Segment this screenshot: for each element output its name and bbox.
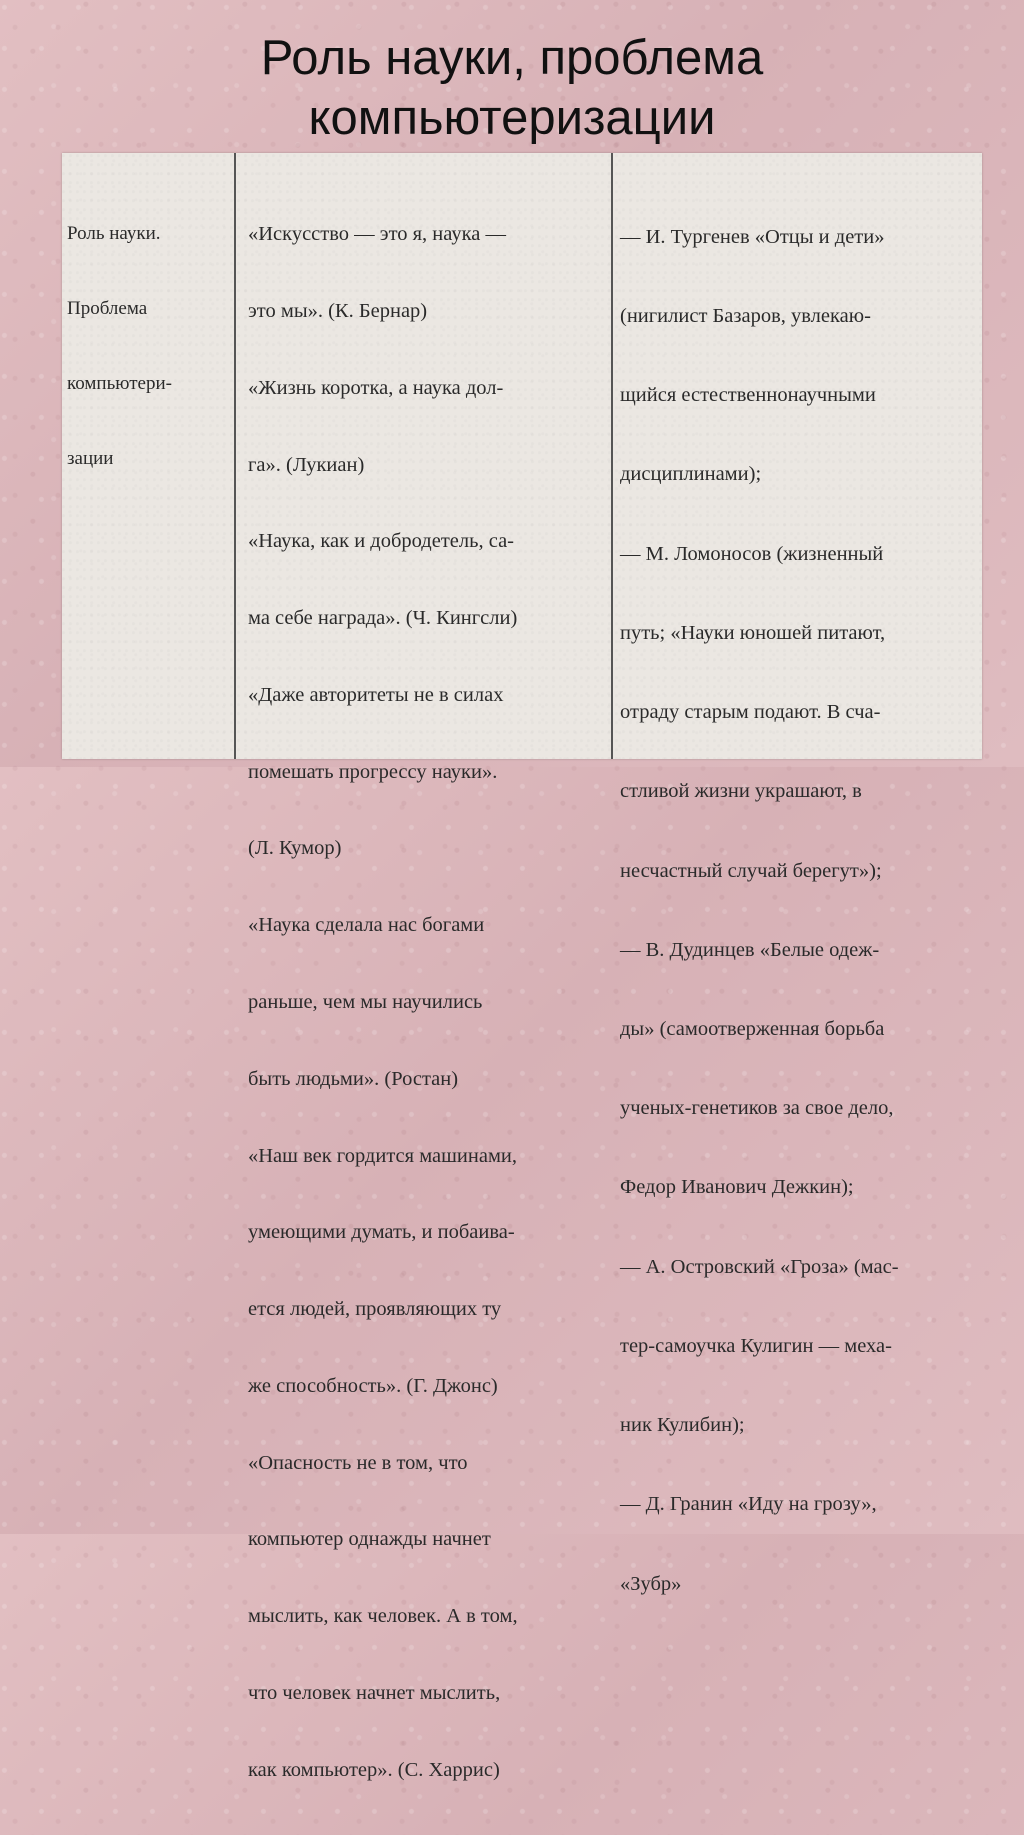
- work-line: Федор Иванович Дежкин);: [620, 1176, 854, 1199]
- quote-line: «Наш век гордится машинами,: [248, 1144, 518, 1167]
- quote-line: мыслить, как человек. А в том,: [248, 1605, 518, 1628]
- quote-line: ется людей, проявляющих ту: [248, 1298, 502, 1321]
- quote-line: «Опасность не в том, что: [248, 1451, 468, 1474]
- work-line: — М. Ломоносов (жизненный: [620, 542, 884, 565]
- topic-line: Проблема: [67, 298, 148, 319]
- quote-line: (Л. Кумор): [248, 837, 342, 860]
- quote-line: раньше, чем мы научились: [248, 991, 483, 1013]
- quote-line: как компьютер». (С. Харрис): [248, 1758, 500, 1781]
- quote-line: помешать прогрессу науки».: [248, 760, 498, 783]
- topic-line: Роль науки.: [67, 223, 161, 244]
- quote-line: компьютер однажды начнет: [248, 1528, 491, 1551]
- quote-line: «Искусство — это я, наука —: [248, 223, 506, 246]
- quote-line: что человек начнет мыслить,: [248, 1682, 501, 1705]
- work-line: щийся естественнонаучными: [620, 384, 876, 407]
- work-line: (нигилист Базаров, увлекаю-: [620, 305, 871, 328]
- quote-line: «Жизнь коротка, а наука дол-: [248, 376, 504, 399]
- scanned-table: [62, 153, 982, 1781]
- slide-title-line-2: компьютеризации: [308, 91, 716, 145]
- topic-cell: [67, 171, 227, 521]
- quote-line: га». (Лукиан): [248, 453, 365, 476]
- work-line: ник Кулибин);: [620, 1414, 745, 1437]
- work-line: — И. Тургенев «Отцы и дети»: [620, 225, 885, 248]
- column-divider: [234, 153, 236, 759]
- topic-line: компьютери-: [67, 373, 172, 394]
- quote-line: «Наука, как и добродетель, са-: [248, 530, 514, 553]
- quote-line: же способность». (Г. Джонс): [248, 1374, 498, 1397]
- quotes-cell: [248, 171, 603, 1835]
- work-line: ды» (самоотверженная борьба: [620, 1018, 885, 1040]
- topic-line: зации: [67, 448, 114, 469]
- work-line: путь; «Науки юношей питают,: [620, 621, 886, 644]
- works-cell: [620, 171, 975, 1650]
- slide-title: [0, 28, 1024, 148]
- slide-title-line-1: Роль науки, проблема: [260, 31, 764, 85]
- work-line: стливой жизни украшают, в: [620, 780, 862, 803]
- work-line: дисциплинами);: [620, 463, 762, 486]
- work-line: несчастный случай берегут»);: [620, 859, 882, 882]
- work-line: отраду старым подают. В сча-: [620, 701, 881, 724]
- quote-line: ма себе награда». (Ч. Кингсли): [248, 607, 518, 630]
- work-line: — Д. Гранин «Иду на грозу»,: [620, 1493, 877, 1516]
- work-line: — А. Островский «Гроза» (мас-: [620, 1255, 899, 1278]
- quote-line: умеющими думать, и побаива-: [248, 1221, 515, 1244]
- quote-line: это мы». (К. Бернар): [248, 299, 428, 322]
- work-line: ученых-генетиков за свое дело,: [620, 1097, 894, 1120]
- quote-line: «Даже авторитеты не в силах: [248, 683, 504, 706]
- work-line: «Зубр»: [620, 1572, 682, 1595]
- work-line: — В. Дудинцев «Белые одеж-: [620, 938, 880, 961]
- quote-line: быть людьми». (Ростан): [248, 1067, 459, 1090]
- work-line: тер-самоучка Кулигин — меха-: [620, 1334, 892, 1357]
- column-divider: [611, 153, 613, 759]
- quote-line: «Наука сделала нас богами: [248, 914, 485, 937]
